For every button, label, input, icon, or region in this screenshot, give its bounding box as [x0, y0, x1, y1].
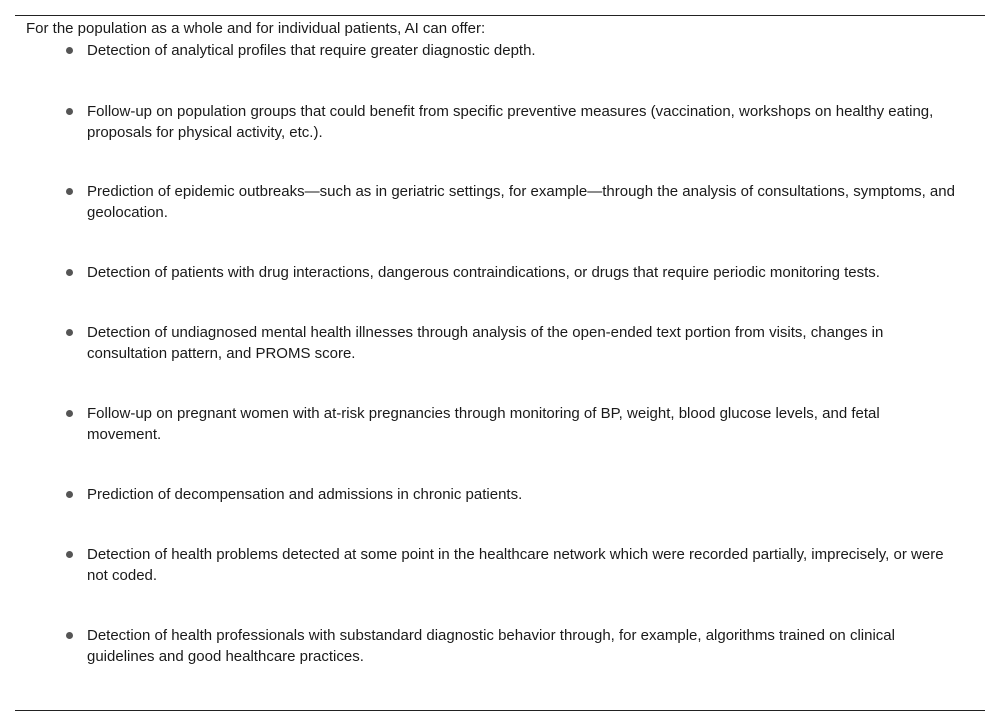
bullet-icon: [66, 329, 73, 336]
bullet-icon: [66, 108, 73, 115]
bullet-icon: [66, 551, 73, 558]
list-item: [66, 403, 966, 445]
list-item-text: Follow-up on pregnant women with at-risk pregnancies through monitoring of BP, weight, blood glucose levels, and fetal movement.: [87, 405, 880, 443]
list-item-text: Prediction of decompensation and admissions in chronic patients.: [87, 486, 523, 503]
bullet-icon: [66, 188, 73, 195]
bottom-rule: [15, 710, 985, 711]
list-item: [66, 262, 966, 283]
bullet-icon: [66, 410, 73, 417]
list-item: [66, 625, 966, 667]
list-item: [66, 101, 966, 143]
list-item: [66, 181, 966, 223]
bullet-icon: [66, 269, 73, 276]
list-item: [66, 322, 966, 364]
list-item: [66, 40, 966, 61]
list-item-text: Detection of undiagnosed mental health illnesses through analysis of the open-ended text portion from visits, changes in consultation pattern, and PROMS score.: [87, 324, 884, 362]
list-item: [66, 544, 966, 586]
list-item-text: Detection of health problems detected at some point in the healthcare network which were recorded partially, imprecisely, or were not coded.: [87, 546, 944, 584]
list-item-text: Detection of health professionals with substandard diagnostic behavior through, for example, algorithms trained on clinical guidelines and good healthcare practices.: [87, 627, 895, 665]
list-item: [66, 484, 966, 505]
list-item-text: Follow-up on population groups that could benefit from specific preventive measures (vaccination, workshops on healthy eating, proposals for physical activity, etc.).: [87, 103, 934, 141]
list-item-text: Detection of analytical profiles that require greater diagnostic depth.: [87, 42, 536, 59]
bullet-icon: [66, 632, 73, 639]
list-item-text: Detection of patients with drug interactions, dangerous contraindications, or drugs that require periodic monitoring tests.: [87, 264, 880, 281]
intro-text: For the population as a whole and for individual patients, AI can offer:: [26, 20, 486, 37]
bullet-icon: [66, 47, 73, 54]
list-item-text: Prediction of epidemic outbreaks—such as in geriatric settings, for example—through the analysis of consultations, symptoms, and geolocation.: [87, 183, 955, 221]
bullet-icon: [66, 491, 73, 498]
